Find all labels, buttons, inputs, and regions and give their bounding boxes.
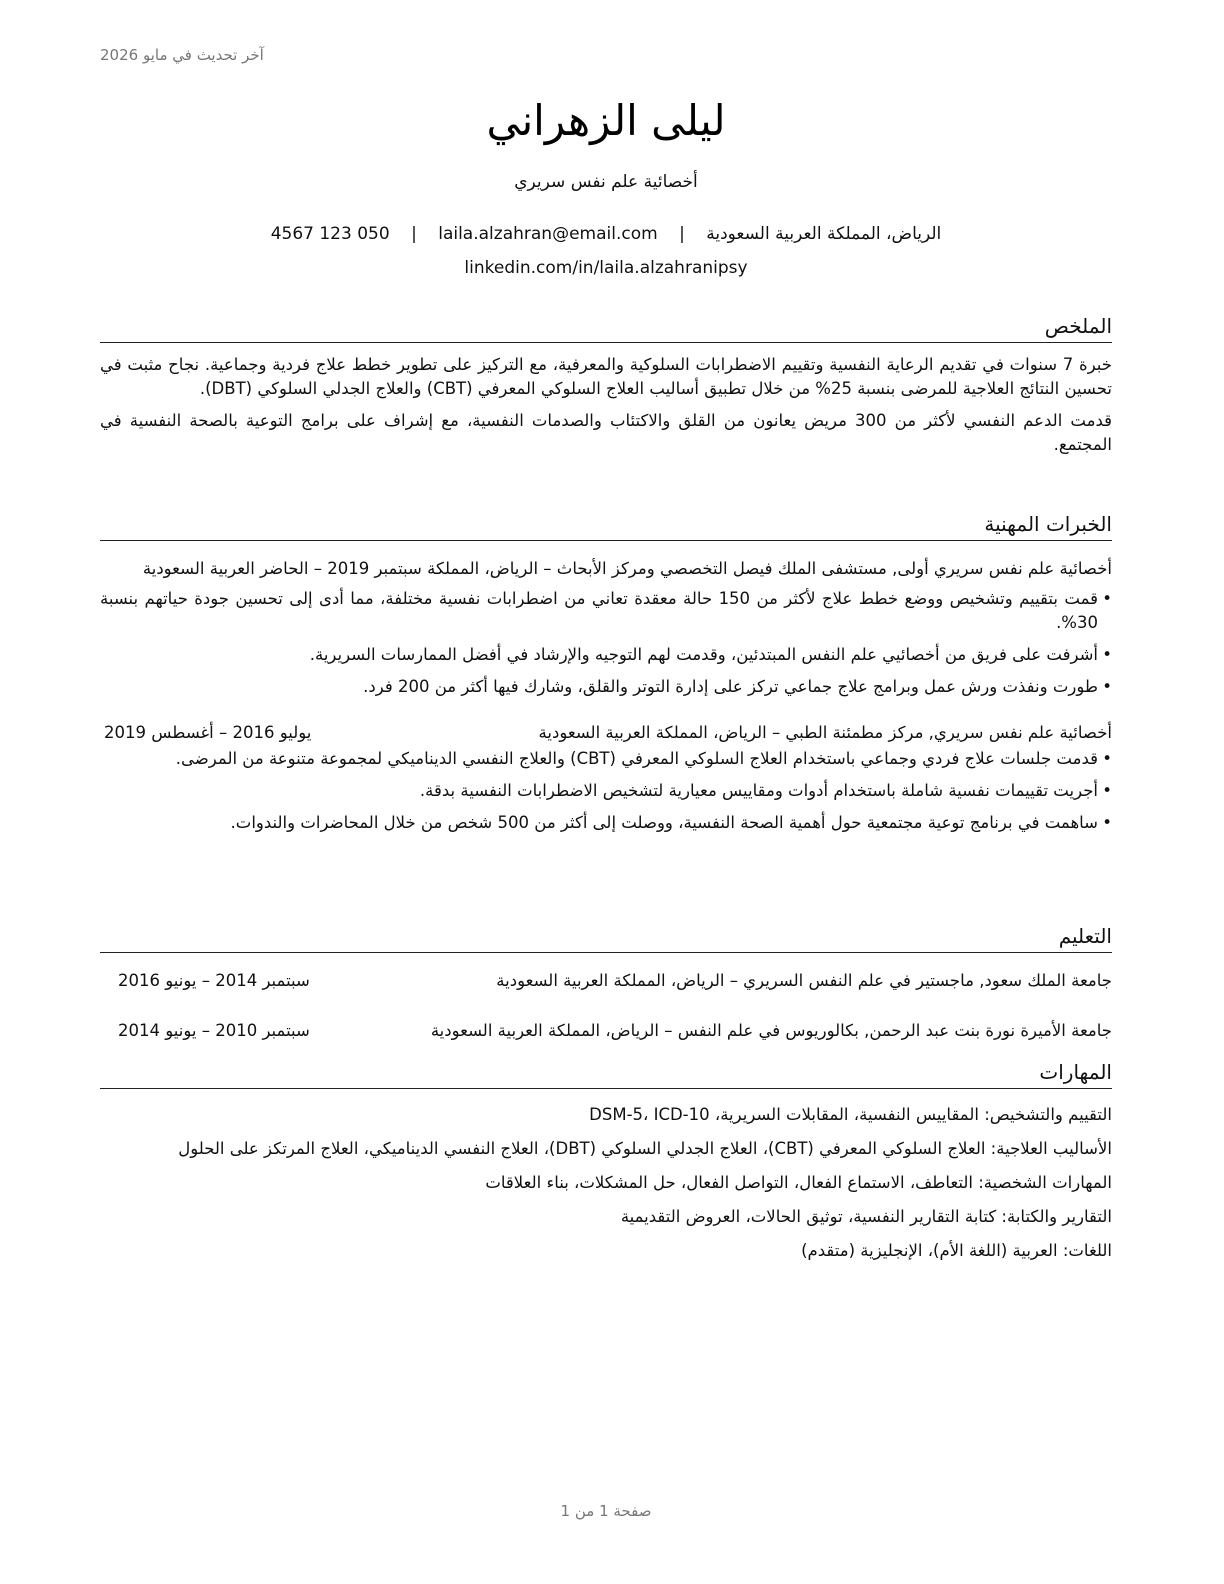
skills-section — [100, 1058, 1112, 1263]
education-section — [100, 922, 1112, 1043]
contact-line — [100, 224, 1112, 244]
education-item — [100, 969, 1112, 993]
experience-heading: الخبرات المهنية — [100, 510, 1112, 541]
candidate-name: ليلى الزهراني — [486, 96, 726, 145]
page-number: صفحة 1 من 1 — [560, 1502, 652, 1520]
summary-paragraph: قدمت الدعم النفسي لأكثر من 300 مريض يعانون من القلق والاكتئاب والصدمات النفسية، مع إشراف على برامج التوعية بالصحة النفسية في المجتمع. — [100, 411, 1112, 454]
job-dates: يوليو 2016 – أغسطس 2019 — [104, 723, 312, 742]
job-bullet: • قدمت جلسات علاج فردي وجماعي باستخدام العلاج السلوكي المعرفي (CBT) والعلاج النفسي الديناميكي لمجموعة متنوعة من المرضى. — [100, 747, 1112, 771]
contact-separator: | — [679, 224, 685, 244]
job-header: أخصائية علم نفس سريري أولى, مستشفى الملك فيصل التخصصي ومركز الأبحاث – الرياض، المملكة سبتمبر 2019 – الحاضر العربية السعودية — [142, 559, 1112, 578]
job-bullets — [100, 747, 1112, 835]
contact-linkedin[interactable]: linkedin.com/in/laila.alzahranipsy — [464, 258, 748, 278]
resume-page — [100, 0, 1112, 1584]
contact-location: الرياض، المملكة العربية السعودية — [706, 224, 942, 244]
summary-section — [100, 312, 1112, 457]
skill-line: التقارير والكتابة: كتابة التقارير النفسية، توثيق الحالات، العروض التقديمية — [620, 1207, 1112, 1226]
job-bullet: • أشرفت على فريق من أخصائيي علم النفس المبتدئين، وقدمت لهم التوجيه والإرشاد في أفضل الممارسات السريرية. — [100, 643, 1112, 667]
skill-line: المهارات الشخصية: التعاطف، الاستماع الفعال، التواصل الفعال، حل المشكلات، بناء العلاقات — [485, 1173, 1112, 1192]
experience-section — [100, 510, 1112, 843]
contact-phone: 4567 123 050 — [270, 224, 390, 244]
skill-line: اللغات: العربية (اللغة الأم)، الإنجليزية (متقدم) — [801, 1241, 1112, 1260]
skill-line: التقييم والتشخيص: المقاييس النفسية، المقابلات السريرية، DSM-5، ICD-10 — [589, 1105, 1112, 1124]
candidate-title: أخصائية علم نفس سريري — [514, 172, 698, 192]
last-updated-note: آخر تحديث في مايو 2026 — [100, 46, 264, 64]
summary-paragraph: خبرة 7 سنوات في تقديم الرعاية النفسية وتقييم الاضطرابات السلوكية والمعرفية، مع التركيز على تطوير خطط علاج فردية وجماعية. نجاح مثبت في تحسين النتائج العلاجية للمرضى بنسبة 25% من خلال تطبيق أساليب العلاج السلوكي المعرفي (CBT) والعلاج الجدلي السلوكي (DBT). — [100, 355, 1112, 398]
education-item — [100, 1019, 1112, 1043]
skill-line: الأساليب العلاجية: العلاج السلوكي المعرفي (CBT)، العلاج الجدلي السلوكي (DBT)، العلاج النفسي الديناميكي، العلاج المرتكز على الحلول — [178, 1139, 1112, 1158]
education-heading: التعليم — [100, 922, 1112, 953]
skills-heading: المهارات — [100, 1058, 1112, 1089]
job-header — [100, 721, 1112, 745]
job-bullet: • قمت بتقييم وتشخيص ووضع خطط علاج لأكثر من 150 حالة معقدة تعاني من اضطرابات نفسية مختلفة، مما أدى إلى تحسين جودة حياتهم بنسبة 30%. — [100, 587, 1112, 635]
job-bullet: • ساهمت في برنامج توعية مجتمعية حول أهمية الصحة النفسية، ووصلت إلى أكثر من 500 شخص من خلال المحاضرات والندوات. — [100, 811, 1112, 835]
contact-email[interactable]: laila.alzahran@email.com — [438, 224, 658, 244]
job-bullets — [100, 587, 1112, 699]
education-degree: جامعة الأميرة نورة بنت عبد الرحمن, بكالوريوس في علم النفس – الرياض، المملكة العربية السعودية — [430, 1021, 1112, 1040]
job-role: أخصائية علم نفس سريري, مركز مطمئنة الطبي – الرياض، المملكة العربية السعودية — [538, 723, 1112, 742]
education-degree: جامعة الملك سعود, ماجستير في علم النفس السريري – الرياض، المملكة العربية السعودية — [496, 971, 1112, 990]
summary-heading: الملخص — [100, 312, 1112, 343]
job-bullet: • طورت ونفذت ورش عمل وبرامج علاج جماعي تركز على إدارة التوتر والقلق، وشارك فيها أكثر من 200 فرد. — [100, 675, 1112, 699]
job-bullet: • أجريت تقييمات نفسية شاملة باستخدام أدوات ومقاييس معيارية لتشخيص الاضطرابات النفسية بدقة. — [100, 779, 1112, 803]
contact-separator: | — [411, 224, 417, 244]
education-dates: سبتمبر 2010 – يونيو 2014 — [118, 1021, 310, 1040]
education-dates: سبتمبر 2014 – يونيو 2016 — [118, 971, 310, 990]
